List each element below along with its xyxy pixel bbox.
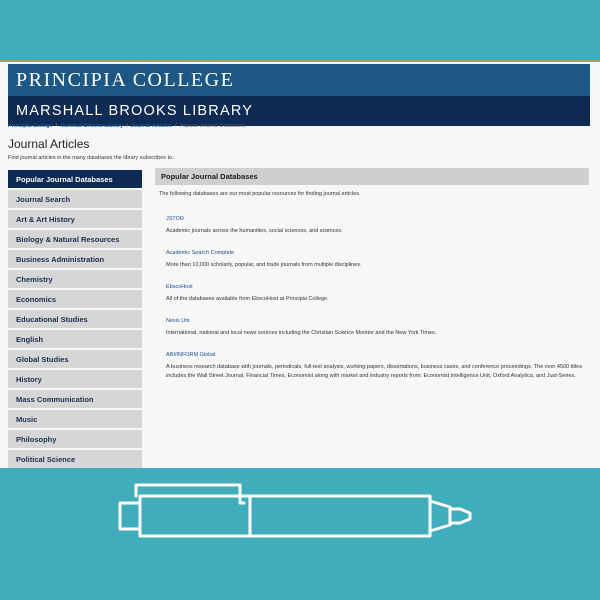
site-banner[interactable] [8, 64, 590, 126]
sidebar-item-economics[interactable]: Economics [8, 290, 142, 308]
breadcrumb-link-college[interactable]: Principia College [8, 123, 53, 129]
breadcrumb [8, 123, 246, 129]
breadcrumb-separator: / [126, 123, 128, 129]
sidebar-item-english[interactable]: English [8, 330, 142, 348]
database-description: A business research database with journals, periodicals, full-text analysis, working papers, dissertations, business cases, and conference proceedings. The over 4500 titles includes the Wall Street Journal, Financial Times, Economist along with market and industry reports from: Economist Intelligence Unit, Oxford Analytica, and Just-Series. [166, 364, 582, 379]
breadcrumb-separator: / [55, 123, 58, 129]
sidebar-item-art-history[interactable]: Art & Art History [8, 210, 142, 228]
database-description: More than 10,000 scholarly, popular, and trade journals from multiple disciplines. [166, 262, 362, 268]
database-link-ebscohost[interactable]: EbscoHost [166, 284, 193, 290]
main-content [155, 168, 589, 386]
breadcrumb-separator: / [175, 123, 177, 129]
breadcrumb-link-library[interactable]: Marshall Brooks Library [60, 123, 124, 129]
sidebar-item-business-administration[interactable]: Business Administration [8, 250, 142, 268]
database-link-jstor[interactable]: JSTOR [166, 216, 184, 222]
page-title: Journal Articles [8, 137, 90, 151]
sidebar-item-popular-journal-databases[interactable]: Popular Journal Databases [8, 170, 142, 188]
content-heading: Popular Journal Databases [155, 168, 589, 185]
screenshot-panel [0, 60, 600, 468]
pen-icon [114, 477, 484, 549]
breadcrumb-current: Popular Journal Databases [179, 123, 246, 129]
sidebar-item-political-science[interactable]: Political Science [8, 450, 142, 468]
sidebar-item-music[interactable]: Music [8, 410, 142, 428]
college-name: PRINCIPIA COLLEGE [16, 68, 235, 91]
sidebar-item-journal-search[interactable]: Journal Search [8, 190, 142, 208]
sidebar-item-educational-studies[interactable]: Educational Studies [8, 310, 142, 328]
database-link-academic-search-complete[interactable]: Academic Search Complete [166, 250, 235, 256]
library-name: MARSHALL BROOKS LIBRARY [16, 103, 254, 119]
list-item [166, 241, 589, 270]
list-item [166, 207, 589, 236]
list-item [166, 309, 589, 338]
sidebar-item-history[interactable]: History [8, 370, 142, 388]
database-description: All of the databases available from EbscoHost at Principia College. [166, 296, 329, 302]
library-banner [8, 96, 590, 126]
database-description: Academic journals across the humanities, social sciences, and sciences. [166, 228, 343, 234]
list-item [166, 275, 589, 304]
database-list [166, 207, 589, 381]
college-banner [8, 64, 590, 96]
database-link-nexis-uni[interactable]: Nexis Uni [166, 318, 190, 324]
database-description: International, national and local news sources including the Christian Science Monitor and the New York Times. [166, 330, 437, 336]
sidebar-item-global-studies[interactable]: Global Studies [8, 350, 142, 368]
breadcrumb-link-journal-articles[interactable]: Journal Articles [130, 123, 173, 129]
sidebar-nav [8, 170, 142, 468]
sidebar-item-chemistry[interactable]: Chemistry [8, 270, 142, 288]
database-link-abi-inform-global[interactable]: ABI/INFORM Global [166, 352, 216, 358]
content-intro: The following databases are our most popular resources for finding journal articles. [159, 191, 361, 197]
list-item [166, 343, 589, 381]
page-subtitle: Find journal articles in the many databases the library subscribes to. [8, 155, 174, 161]
sidebar-item-mass-communication[interactable]: Mass Communication [8, 390, 142, 408]
sidebar-item-philosophy[interactable]: Philosophy [8, 430, 142, 448]
sidebar-item-biology-natural-resources[interactable]: Biology & Natural Resources [8, 230, 142, 248]
